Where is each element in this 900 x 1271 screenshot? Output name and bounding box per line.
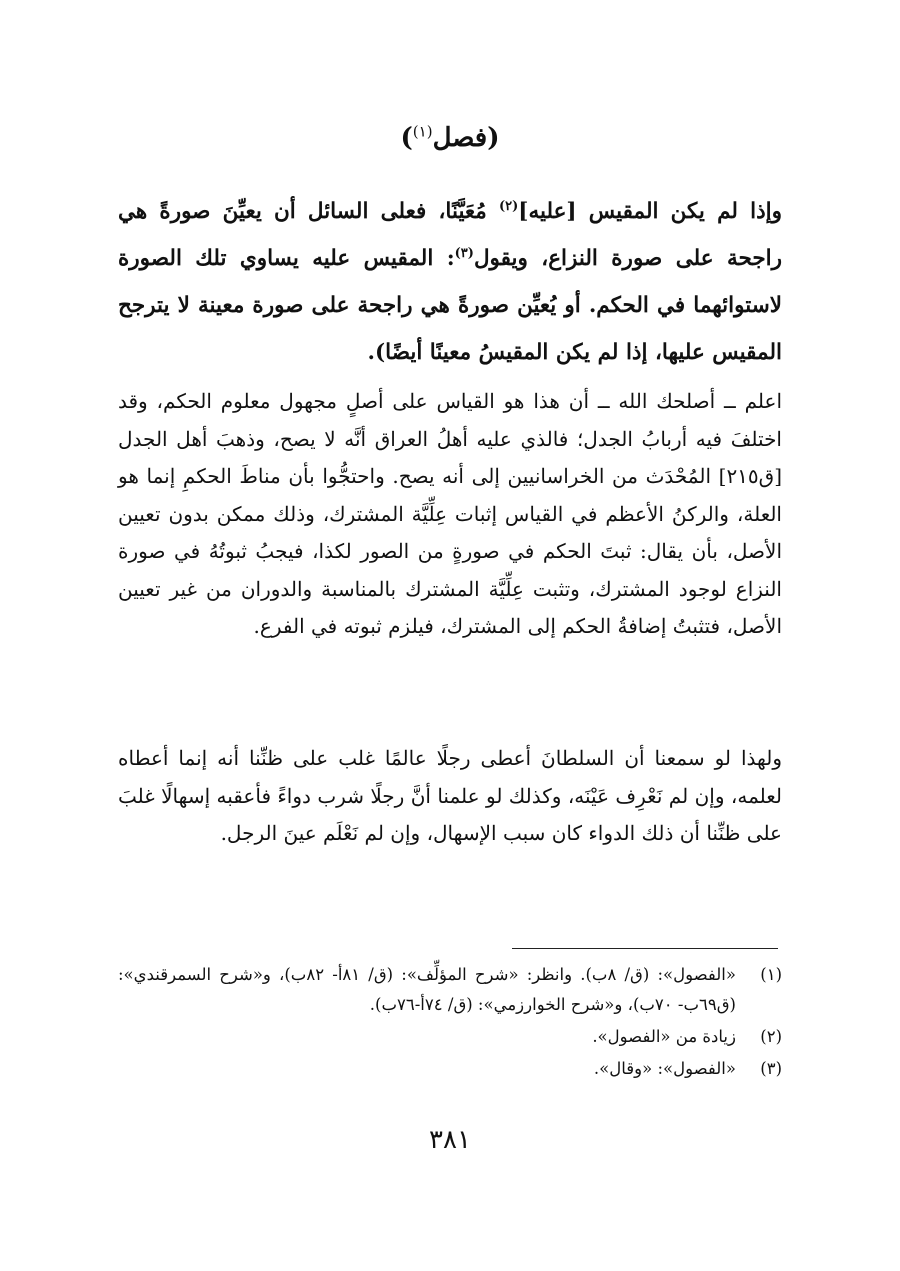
bold-text-a: وإذا لم يكن المقيس [عليه] [518, 199, 782, 224]
footnote-divider [512, 948, 778, 949]
footnote-ref-3[interactable]: (٣) [454, 245, 474, 261]
footnote-ref-1[interactable]: (١) [412, 122, 433, 141]
footnotes-section [118, 960, 782, 1086]
section-heading [0, 118, 900, 158]
footnote-text: «الفصول»: «وقال». [593, 1059, 736, 1078]
heading-title: (فصل [432, 123, 500, 153]
footnote-number: (٣) [760, 1059, 782, 1078]
footnote-item [118, 960, 782, 1020]
paragraph-text: ولهذا لو سمعنا أن السلطانَ أعطى رجلًا عالمًا غلب على ظنِّنا أنه إنما أعطاه لعلمه، وإن لم نَعْرِف عَيْنَه، وكذلك لو علمنا أنَّ رجلًا شرب دواءً فأعقبه إسهالًا غلبَ على ظنِّنا أن ذلك الدواء كان سبب الإسهال، وإن لم نَعْلَم عينَ الرجل. [118, 746, 782, 845]
footnote-text: زيادة من «الفصول». [592, 1027, 736, 1046]
footnote-item [118, 1054, 782, 1084]
bold-paragraph [118, 188, 782, 376]
footnote-number: (١) [760, 965, 782, 984]
footnote-number: (٢) [760, 1027, 782, 1046]
bold-text-b: مُعَيَّنًا، فعلى السائل أن يعيِّنَ صورةً هي راجحة على صورة النزاع، ويقول [118, 199, 782, 271]
body-paragraph-1 [118, 383, 782, 646]
footnote-ref-2[interactable]: (٢) [499, 198, 519, 214]
paragraph-text: اعلم ــ أصلحك الله ــ أن هذا هو القياس على أصلٍ مجهول معلوم الحكم، وقد اختلفَ فيه أربابُ الجدل؛ فالذي عليه أهلُ العراق أنَّه لا يصح، وذهبَ أهل الجدل [ق٢١٥] المُحْدَث من الخراسانيين إلى أنه يصح. واحتجُّوا بأن مناطَ الحكمِ إنما هو العلة، والركنُ الأعظم في القياس إثبات عِلِّيَّة المشترك، وذلك ممكن بدون تعيين الأصل، بأن يقال: ثبتَ الحكم في صورةٍ من الصور لكذا، فيجبُ ثبوتُهُ في صورة النزاع لوجود المشترك، وتثبت عِلِّيَّة المشترك بالمناسبة والدوران من غير تعيين الأصل، فتثبتُ إضافةُ الحكم إلى المشترك، فيلزم ثبوته في الفرع. [118, 389, 782, 638]
body-paragraph-2 [118, 740, 782, 853]
footnote-text: «الفصول»: (ق/ ٨ب). وانظر: «شرح المؤلِّف»: (ق/ ٨١أ- ٨٢ب)، و«شرح السمرقندي»: (ق٦٩ب- ٧٠ب)، و«شرح الخوارزمي»: (ق/ ٧٤أ-٧٦ب). [118, 965, 736, 1014]
heading-close: ) [400, 123, 413, 153]
footnote-item [118, 1022, 782, 1052]
bold-text-c: : المقيس عليه يساوي تلك الصورة لاستوائهما في الحكم. أو يُعيِّن صورةً هي راجحة على صورة معينة لا يترجح المقيس عليها، إذا لم يكن المقيسُ معينًا أيضًا). [118, 246, 782, 365]
page-number: ٣٨١ [429, 1125, 471, 1155]
